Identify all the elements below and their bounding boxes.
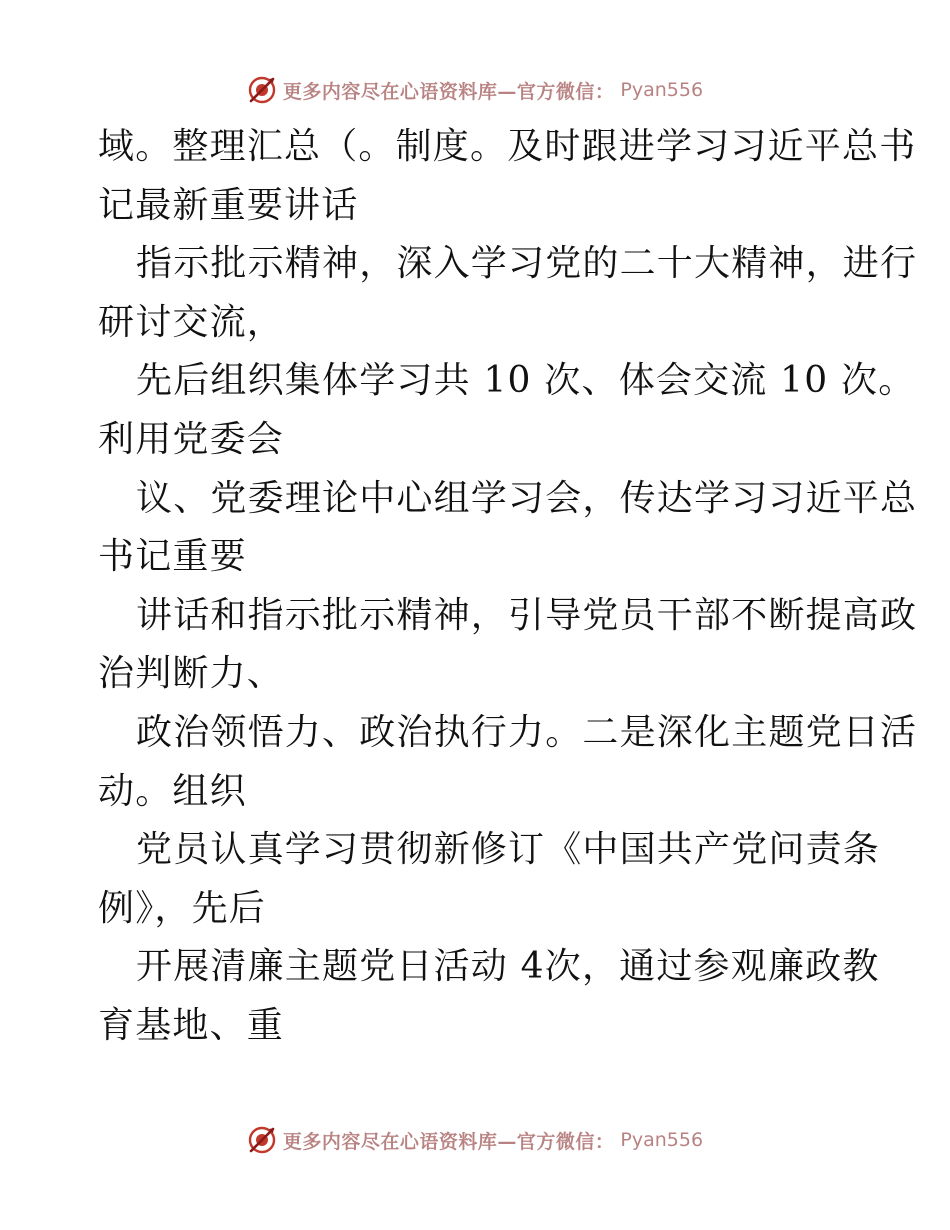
body-line: 政治领悟力、政治执行力。二是深化主题党日活 bbox=[136, 711, 918, 753]
header-wechat-id: Pyan556 bbox=[620, 79, 704, 101]
body-line: 书记重要 bbox=[98, 536, 247, 578]
header-banner-text: 更多内容尽在心语资料库—官方微信： bbox=[282, 80, 615, 103]
body-line: 先后组织集体学习共 10 次、体会交流 10 次。 bbox=[136, 360, 916, 402]
body-line: 治判断力、 bbox=[98, 653, 285, 695]
body-line: 动。组织 bbox=[98, 770, 247, 812]
body-line: 讲话和指示批示精神，引导党员干部不断提高政 bbox=[136, 594, 918, 636]
body-line: 开展清廉主题党日活动 4次，通过参观廉政教 bbox=[136, 946, 880, 988]
body-line: 育基地、重 bbox=[98, 1004, 285, 1046]
body-line: 研讨交流， bbox=[98, 301, 285, 343]
pen-logo-icon bbox=[247, 75, 277, 105]
body-line: 域。整理汇总（。制度。及时跟进学习习近平总书 bbox=[98, 126, 917, 167]
document-body bbox=[98, 118, 918, 1056]
pen-logo-icon bbox=[247, 1125, 277, 1155]
body-line: 例》，先后 bbox=[98, 887, 267, 929]
body-line: 记最新重要讲话 bbox=[98, 184, 359, 226]
header-banner bbox=[0, 72, 950, 108]
body-line: 议、党委理论中心组学习会，传达学习习近平总 bbox=[136, 477, 918, 519]
footer-banner bbox=[0, 1122, 950, 1158]
footer-wechat-id: Pyan556 bbox=[620, 1129, 704, 1151]
body-line: 利用党委会 bbox=[98, 418, 285, 460]
body-line: 党员认真学习贯彻新修订《中国共产党问责条 bbox=[136, 829, 881, 871]
footer-banner-text: 更多内容尽在心语资料库—官方微信： bbox=[282, 1130, 615, 1153]
body-line: 指示批示精神，深入学习党的二十大精神，进行 bbox=[136, 243, 918, 285]
